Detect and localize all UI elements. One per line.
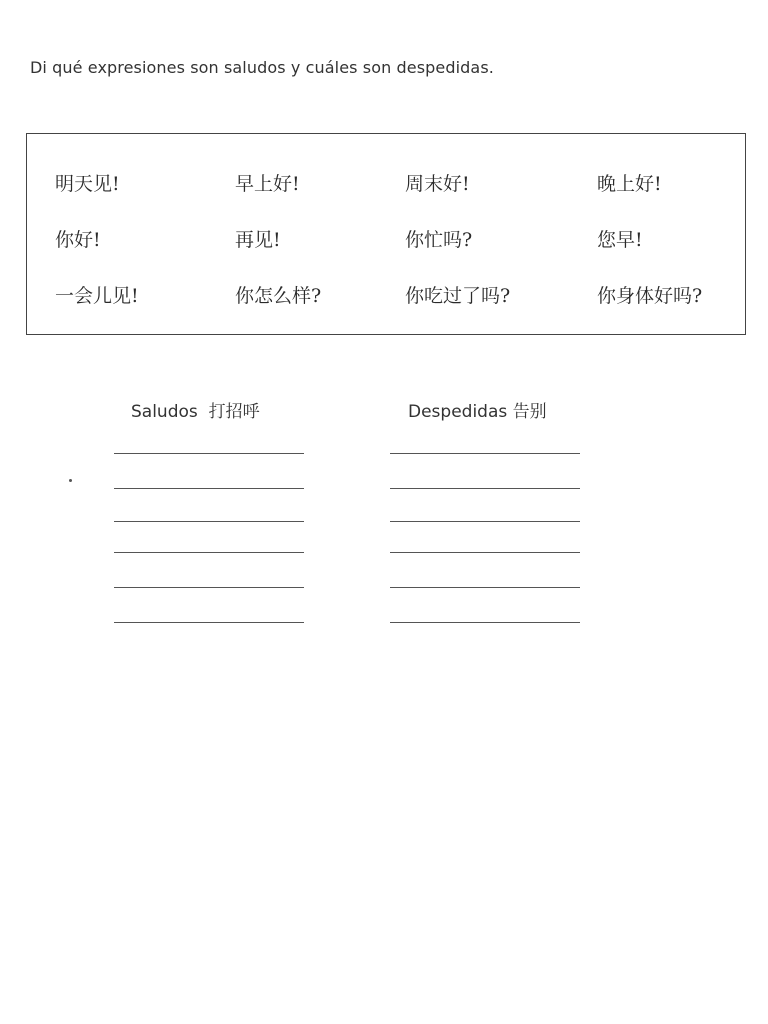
farewells-label-zh: 告别 xyxy=(512,402,547,422)
expression-item: 再见! xyxy=(235,229,281,251)
greetings-heading xyxy=(131,397,260,422)
stray-mark xyxy=(69,479,72,482)
expression-item: 你忙吗? xyxy=(405,229,473,251)
greetings-label: Saludos xyxy=(131,402,198,422)
farewell-answer-line[interactable] xyxy=(390,488,580,489)
farewells-label: Despedidas xyxy=(408,402,508,422)
instruction-text: Di qué expresiones son saludos y cuáles son despedidas. xyxy=(30,58,494,77)
greeting-answer-line[interactable] xyxy=(114,587,304,588)
expression-item: 早上好! xyxy=(235,173,300,195)
expression-item: 你吃过了吗? xyxy=(405,285,511,307)
greeting-answer-line[interactable] xyxy=(114,453,304,454)
farewell-answer-line[interactable] xyxy=(390,453,580,454)
expression-item: 明天见! xyxy=(55,173,120,195)
expression-item: 周末好! xyxy=(405,173,470,195)
farewell-answer-line[interactable] xyxy=(390,587,580,588)
farewell-answer-line[interactable] xyxy=(390,622,580,623)
expression-item: 您早! xyxy=(597,229,643,251)
expression-item: 你身体好吗? xyxy=(597,285,703,307)
greeting-answer-line[interactable] xyxy=(114,622,304,623)
farewell-answer-line[interactable] xyxy=(390,521,580,522)
expression-item: 你怎么样? xyxy=(235,285,322,307)
farewells-heading xyxy=(408,397,547,422)
expression-item: 一会儿见! xyxy=(55,285,139,307)
farewell-answer-line[interactable] xyxy=(390,552,580,553)
expression-item: 你好! xyxy=(55,229,101,251)
greeting-answer-line[interactable] xyxy=(114,552,304,553)
expression-item: 晚上好! xyxy=(597,173,662,195)
greetings-label-zh: 打招呼 xyxy=(208,402,260,422)
greeting-answer-line[interactable] xyxy=(114,488,304,489)
greeting-answer-line[interactable] xyxy=(114,521,304,522)
